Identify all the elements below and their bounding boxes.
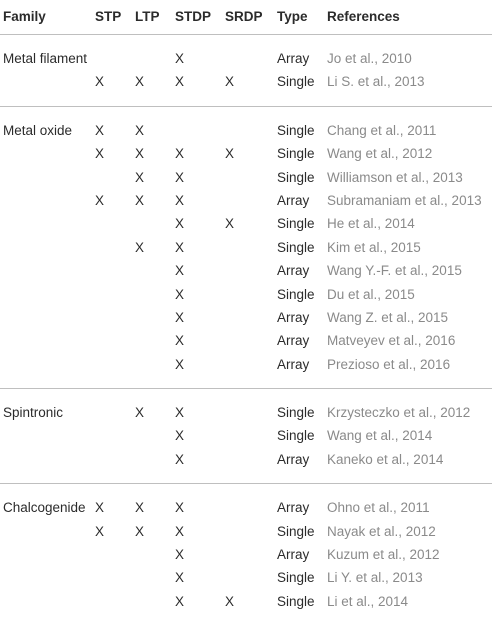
stdp-cell: X — [175, 405, 185, 421]
type-cell: Array — [277, 356, 310, 372]
stp-cell: X — [95, 500, 105, 516]
group-spacer — [0, 389, 492, 401]
stdp-cell: X — [175, 451, 185, 467]
stdp-cell: X — [175, 169, 185, 185]
reference-cell: Jo et al., 2010 — [327, 51, 412, 66]
table-row — [0, 306, 492, 329]
type-cell: Array — [277, 309, 310, 325]
ltp-cell: X — [135, 500, 145, 516]
type-cell: Single — [277, 570, 315, 586]
reference-cell: Li Y. et al., 2013 — [327, 570, 423, 586]
reference-cell: Li S. et al., 2013 — [327, 74, 425, 90]
reference-cell: Krzysteczko et al., 2012 — [327, 405, 471, 421]
type-cell: Array — [277, 51, 310, 66]
reference-cell: Kaneko et al., 2014 — [327, 451, 444, 467]
reference-cell: Matveyev et al., 2016 — [327, 333, 456, 349]
reference-cell: Chang et al., 2011 — [327, 122, 437, 138]
family-label: Spintronic — [3, 405, 64, 421]
type-cell: Single — [277, 523, 315, 539]
table-row — [0, 119, 492, 142]
reference-cell: Nayak et al., 2012 — [327, 523, 436, 539]
reference-cell: Li et al., 2014 — [327, 593, 409, 609]
stdp-cell: X — [175, 547, 185, 563]
reference-cell: Wang et al., 2012 — [327, 146, 433, 162]
reference-cell: Wang Y.-F. et al., 2015 — [327, 263, 462, 279]
reference-cell: Wang Z. et al., 2015 — [327, 309, 449, 325]
stdp-cell: X — [175, 286, 185, 302]
table-row — [0, 142, 492, 165]
group-spacer — [0, 94, 492, 106]
header-ltp: LTP — [135, 9, 160, 24]
type-cell: Array — [277, 547, 310, 563]
header-stp: STP — [95, 9, 122, 24]
stdp-cell: X — [175, 333, 185, 349]
type-cell: Single — [277, 239, 315, 255]
ltp-cell: X — [135, 146, 145, 162]
stdp-cell: X — [175, 192, 185, 208]
stdp-cell: X — [175, 74, 185, 90]
table-row — [0, 166, 492, 189]
family-label: Metal filament — [3, 51, 88, 66]
group-spacer — [0, 107, 492, 119]
table-row — [0, 496, 492, 519]
stdp-cell: X — [175, 356, 185, 372]
reference-cell: Prezioso et al., 2016 — [327, 356, 451, 372]
ltp-cell: X — [135, 169, 145, 185]
table-row — [0, 329, 492, 352]
stp-cell: X — [95, 192, 105, 208]
table-row — [0, 566, 492, 589]
table-row — [0, 520, 492, 543]
table-header-row — [0, 0, 492, 34]
stdp-cell: X — [175, 239, 185, 255]
stp-cell: X — [95, 523, 105, 539]
type-cell: Array — [277, 333, 310, 349]
ltp-cell: X — [135, 122, 145, 138]
family-label: Chalcogenide — [3, 500, 86, 516]
reference-cell: Wang et al., 2014 — [327, 428, 433, 444]
table-row — [0, 401, 492, 424]
table-row — [0, 283, 492, 306]
reference-cell: Kim et al., 2015 — [327, 239, 421, 255]
table-row — [0, 189, 492, 212]
table-row — [0, 448, 492, 471]
table-row — [0, 212, 492, 235]
reference-cell: Subramaniam et al., 2013 — [327, 192, 482, 208]
ltp-cell: X — [135, 523, 145, 539]
stdp-cell: X — [175, 309, 185, 325]
stdp-cell: X — [175, 51, 185, 66]
group-spacer — [0, 484, 492, 496]
srdp-cell: X — [225, 216, 235, 232]
type-cell: Single — [277, 428, 315, 444]
table-row — [0, 424, 492, 447]
srdp-cell: X — [225, 74, 235, 90]
table-row — [0, 259, 492, 282]
table-group — [0, 401, 492, 471]
table-group — [0, 119, 492, 376]
type-cell: Array — [277, 500, 310, 516]
table-group — [0, 496, 492, 613]
srdp-cell: X — [225, 593, 235, 609]
stdp-cell: X — [175, 593, 185, 609]
group-spacer — [0, 35, 492, 47]
ltp-cell: X — [135, 405, 145, 421]
type-cell: Single — [277, 146, 315, 162]
table-row — [0, 70, 492, 93]
type-cell: Single — [277, 405, 315, 421]
ltp-cell: X — [135, 74, 145, 90]
header-type: Type — [277, 9, 308, 24]
header-srdp: SRDP — [225, 9, 263, 24]
header-stdp: STDP — [175, 9, 212, 24]
stdp-cell: X — [175, 523, 185, 539]
group-spacer — [0, 613, 492, 625]
type-cell: Single — [277, 122, 315, 138]
stdp-cell: X — [175, 216, 185, 232]
table-row — [0, 47, 492, 70]
type-cell: Single — [277, 74, 315, 90]
reference-cell: Kuzum et al., 2012 — [327, 547, 440, 563]
table-row — [0, 543, 492, 566]
stdp-cell: X — [175, 263, 185, 279]
table-row — [0, 353, 492, 376]
stdp-cell: X — [175, 146, 185, 162]
table-row — [0, 590, 492, 613]
ltp-cell: X — [135, 239, 145, 255]
header-family: Family — [3, 9, 46, 24]
stdp-cell: X — [175, 428, 185, 444]
table-body — [0, 34, 492, 625]
type-cell: Single — [277, 593, 315, 609]
reference-cell: Williamson et al., 2013 — [327, 169, 463, 185]
srdp-cell: X — [225, 146, 235, 162]
type-cell: Single — [277, 286, 315, 302]
header-references: References — [327, 9, 400, 24]
type-cell: Single — [277, 216, 315, 232]
type-cell: Array — [277, 192, 310, 208]
family-label: Metal oxide — [3, 122, 73, 138]
stp-cell: X — [95, 74, 105, 90]
type-cell: Array — [277, 263, 310, 279]
stdp-cell: X — [175, 500, 185, 516]
group-spacer — [0, 471, 492, 483]
stdp-cell: X — [175, 570, 185, 586]
stp-cell: X — [95, 146, 105, 162]
group-spacer — [0, 376, 492, 388]
table-group — [0, 47, 492, 94]
reference-cell: He et al., 2014 — [327, 216, 415, 232]
stp-cell: X — [95, 122, 105, 138]
type-cell: Single — [277, 169, 315, 185]
reference-cell: Ohno et al., 2011 — [327, 500, 430, 516]
type-cell: Array — [277, 451, 310, 467]
table-row — [0, 236, 492, 259]
ltp-cell: X — [135, 192, 145, 208]
reference-cell: Du et al., 2015 — [327, 286, 415, 302]
